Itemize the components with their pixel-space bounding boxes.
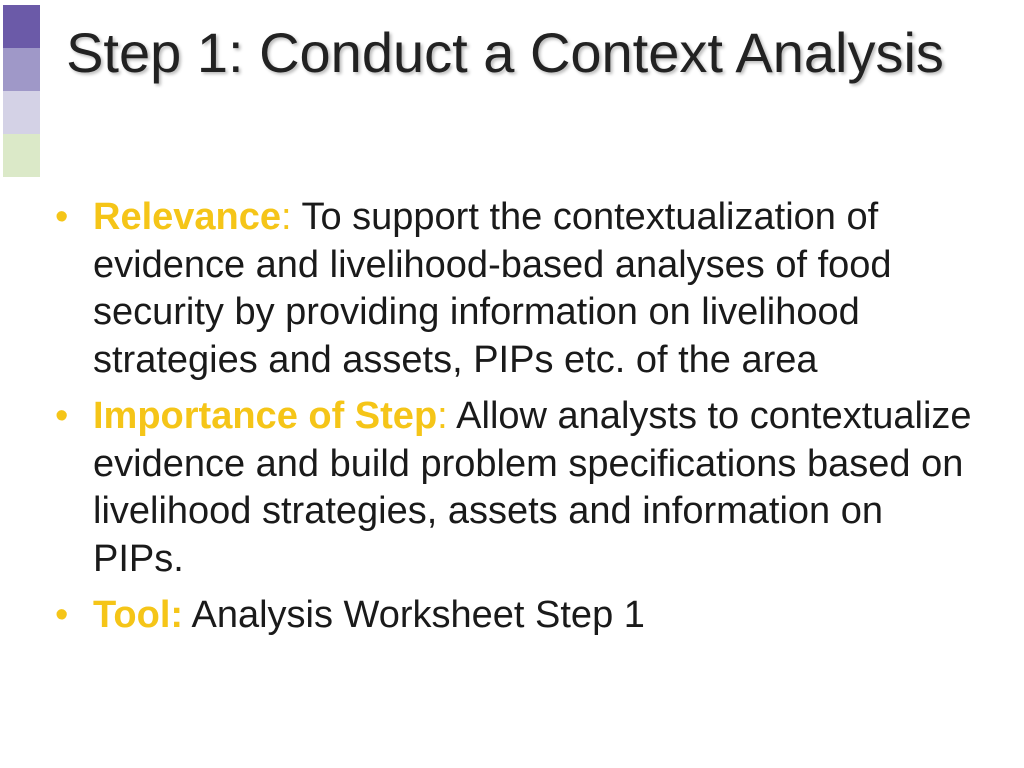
bullet-dot-icon: • bbox=[55, 196, 69, 238]
strip-block-mid-purple bbox=[3, 48, 40, 91]
bullet-item-relevance bbox=[55, 194, 975, 384]
strip-block-dark-purple bbox=[3, 5, 40, 48]
bullet-separator: : bbox=[437, 395, 448, 437]
slide-title: Step 1: Conduct a Context Analysis bbox=[66, 21, 944, 84]
bullet-text: To support the contextualization of evidence and livelihood-based analyses of food security by providing information on livelihood strategies and assets, PIPs etc. of the area bbox=[93, 196, 892, 381]
bullet-term: Tool: bbox=[93, 594, 184, 636]
bullet-term: Relevance bbox=[93, 196, 282, 238]
bullet-item-importance bbox=[55, 393, 975, 583]
decorative-color-strip bbox=[3, 5, 40, 177]
bullet-item-tool bbox=[55, 592, 975, 640]
bullet-text: Analysis Worksheet Step 1 bbox=[183, 594, 645, 636]
bullet-dot-icon: • bbox=[55, 395, 69, 437]
bullet-separator: : bbox=[281, 196, 292, 238]
bullet-term: Importance of Step bbox=[93, 395, 438, 437]
bullet-text: Allow analysts to contextualize evidence and build problem specifications based on livelihood strategies, assets and information on PIPs. bbox=[93, 395, 972, 580]
bullet-list bbox=[55, 194, 975, 649]
bullet-dot-icon: • bbox=[55, 594, 69, 636]
strip-block-light-green bbox=[3, 134, 40, 177]
strip-block-light-purple bbox=[3, 91, 40, 134]
